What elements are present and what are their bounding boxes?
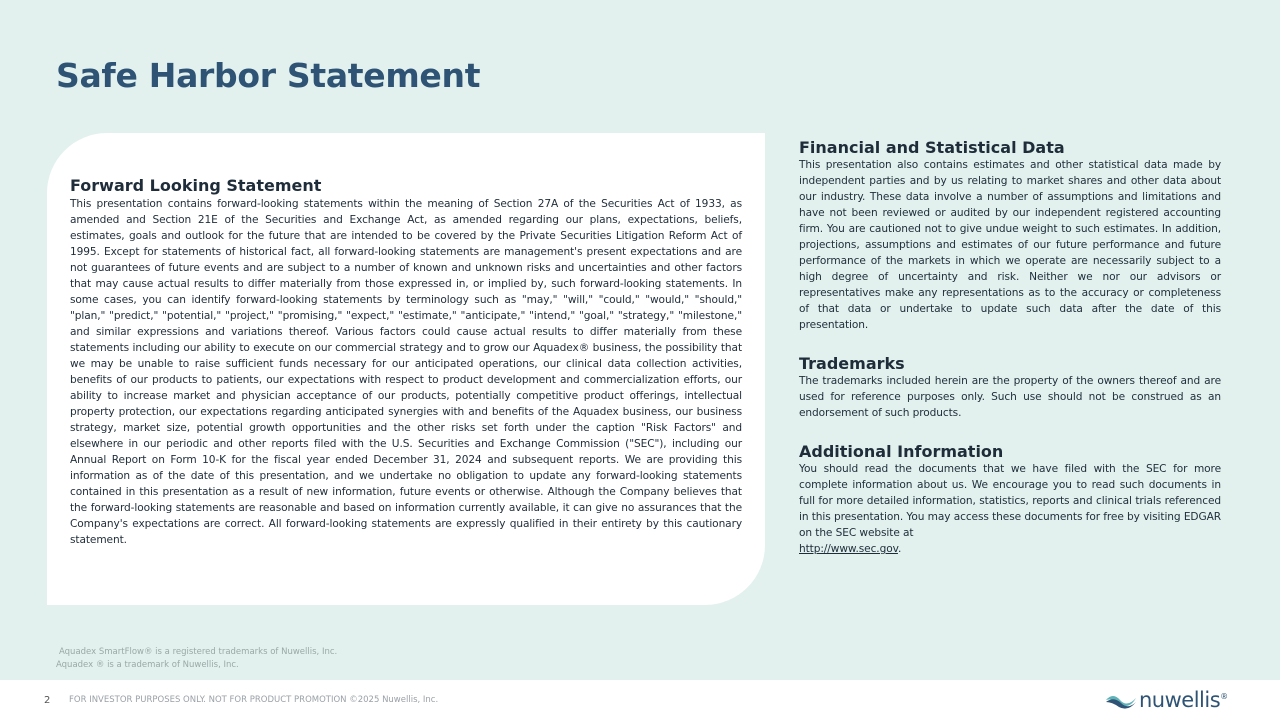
footer-disclaimer: FOR INVESTOR PURPOSES ONLY. NOT FOR PRODUCT PROMOTION ©2025 Nuwellis, Inc. xyxy=(69,695,439,705)
nuwellis-wave-icon xyxy=(1105,690,1137,710)
logo-registered-mark: ® xyxy=(1220,692,1229,701)
nuwellis-logo xyxy=(1105,688,1228,712)
forward-looking-heading: Forward Looking Statement xyxy=(70,176,322,195)
trademarks-body: The trademarks included herein are the property of the owners thereof and are used for reference purposes only. Such use should not be construed as an endorsement of such products. xyxy=(799,375,1221,419)
additional-info-body xyxy=(799,461,1221,557)
page-number: 2 xyxy=(44,695,51,706)
logo-wordmark: nuwellis xyxy=(1139,688,1221,712)
trademarks-section xyxy=(799,354,1221,421)
page-title: Safe Harbor Statement xyxy=(56,56,481,95)
additional-info-period: . xyxy=(897,543,902,555)
trademark-notes xyxy=(56,646,337,672)
trademark-note: Aquadex ® is a trademark of Nuwellis, Inc. xyxy=(56,660,239,670)
additional-info-heading: Additional Information xyxy=(799,442,1004,461)
additional-info-text: You should read the documents that we have filed with the SEC for more complete information about us. We encourage you to read such documents in full for more detailed information, statistics, reports and clinical trials referenced in this presentation. You may access these documents for free by visiting EDGAR on the SEC website at xyxy=(799,463,1221,539)
financial-section xyxy=(799,138,1221,333)
financial-heading: Financial and Statistical Data xyxy=(799,138,1065,157)
trademarks-heading: Trademarks xyxy=(799,354,905,373)
additional-info-section xyxy=(799,442,1221,557)
forward-looking-body: This presentation contains forward-looking statements within the meaning of Section 27A of the Securities Act of 1933, as amended and Section 21E of the Securities and Exchange Act, as amended regarding our plans, expectations, beliefs, estimates, goals and outlook for the future that are intended to be covered by the Private Securities Litigation Reform Act of 1995. Except for statements of historical fact, all forward-looking statements are management's present expectations and are not guarantees of future events and are subject to a number of known and unknown risks and uncertainties and other factors that may cause actual results to differ materially from those expressed in, or implied by, such forward-looking statements. In some cases, you can identify forward-looking statements by terminology such as "may," "will," "could," "would," "should," "plan," "predict," "potential," "project," "promising," "expect," "estimate," "anticipate," "intend," "goal," "strategy," "milestone," and similar expressions and variations thereof. Various factors could cause actual results to differ materially from these statements including our ability to execute on our commercial strategy and to grow our Aquadex® business, the possibility that we may be unable to raise sufficient funds necessary for our anticipated operations, our clinical data collection activities, benefits of our products to patients, our expectations with respect to product development and commercialization efforts, our ability to increase market and physician acceptance of our products, potentially competitive product offerings, intellectual property protection, our expectations regarding anticipated synergies with and benefits of the Aquadex business, our business strategy, market size, potential growth opportunities and the other risks set forth under the caption "Risk Factors" and elsewhere in our periodic and other reports filed with the U.S. Securities and Exchange Commission ("SEC"), including our Annual Report on Form 10-K for the fiscal year ended December 31, 2024 and subsequent reports. We are providing this information as of the date of this presentation, and we undertake no obligation to update any forward-looking statements contained in this presentation as a result of new information, future events or otherwise. Although the Company believes that the forward-looking statements are reasonable and based on information currently available, it can give no assurances that the Company's expectations are correct. All forward-looking statements are expressly qualified in their entirety by this cautionary statement. xyxy=(70,198,742,546)
trademark-note: Aquadex SmartFlow® is a registered trademarks of Nuwellis, Inc. xyxy=(59,647,338,657)
financial-body: This presentation also contains estimates and other statistical data made by independent parties and by us relating to market shares and other data about our industry. These data involve a number of assumptions and limitations and have not been reviewed or audited by our independent registered accounting firm. You are cautioned not to give undue weight to such estimates. In addition, projections, assumptions and estimates of our future performance and future performance of the markets in which we operate are necessarily subject to a high degree of uncertainty and risk. Neither we nor our advisors or representatives make any representations as to the accuracy or completeness of that data or undertake to update such data after the date of this presentation. xyxy=(799,159,1221,331)
sec-website-link[interactable]: http://www.sec.gov xyxy=(799,543,898,555)
